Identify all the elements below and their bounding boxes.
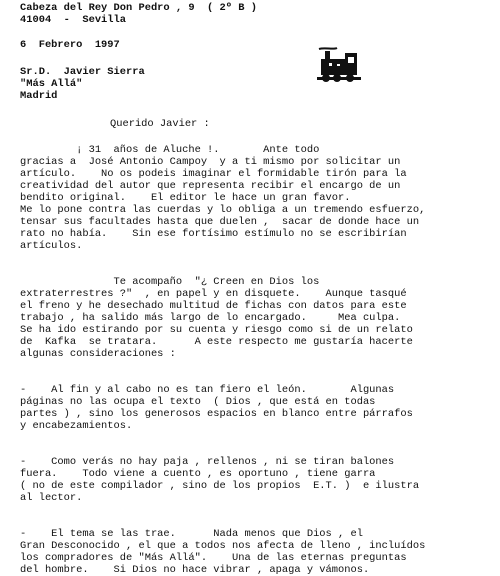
recipient-line-1: Sr.D. Javier Sierra xyxy=(20,66,145,78)
body-line: - Como verás no hay paja , rellenos , ni se tiran balones xyxy=(20,456,395,468)
steam-locomotive-stamp-icon xyxy=(315,47,363,87)
body-line: el freno y he desechado multitud de fichas con datos para este xyxy=(20,300,407,312)
body-line: artículo. No os podeis imaginar el formidable tirón para la xyxy=(20,168,407,180)
recipient-line-3: Madrid xyxy=(20,90,58,102)
body-line: extraterrestres ?" , en papel y en disquete. Aunque tasqué xyxy=(20,288,407,300)
body-line: Se ha ido estirando por su cuenta y riesgo como si de un relato xyxy=(20,324,413,336)
body-line: ¡ 31 años de Aluche !. Ante todo xyxy=(20,144,320,156)
body-line: algunas consideraciones : xyxy=(20,348,176,360)
body-line: y encabezamientos. xyxy=(20,420,133,432)
sender-address-line-2: 41004 - Sevilla xyxy=(20,14,127,26)
body-line: bendito original. El editor le hace un gran favor. xyxy=(20,192,351,204)
body-line: del hombre. Si Dios no hace vibrar , apaga y vámonos. xyxy=(20,564,370,576)
body-line: de Kafka se tratara. A este respecto me gustaría hacerte xyxy=(20,336,413,348)
sender-address-line-1: Cabeza del Rey Don Pedro , 9 ( 2º B ) xyxy=(20,2,257,14)
salutation: Querido Javier : xyxy=(110,118,210,130)
body-line: ( no de este compilador , sino de los propios E.T. ) e ilustra xyxy=(20,480,420,492)
body-line: rato no había. Sin ese fortísimo estímulo no se escribirían xyxy=(20,228,407,240)
body-line: Te acompaño "¿ Creen en Dios los xyxy=(20,276,320,288)
body-line: partes ) , sino los generosos espacios en blanco entre párrafos xyxy=(20,408,413,420)
body-line: - El tema se las trae. Nada menos que Dios , el xyxy=(20,528,363,540)
body-line: artículos. xyxy=(20,240,83,252)
body-line: al lector. xyxy=(20,492,83,504)
body-line: los compradores de "Más Allá". Una de las eternas preguntas xyxy=(20,552,407,564)
body-line: trabajo , ha salido más largo de lo encargado. Mea culpa. xyxy=(20,312,401,324)
recipient-line-2: "Más Allá" xyxy=(20,78,83,90)
body-line: creatividad del autor que representa recibir el encargo de un xyxy=(20,180,401,192)
body-line: Me lo pone contra las cuerdas y lo obliga a un tremendo esfuerzo, xyxy=(20,204,426,216)
letter-date: 6 Febrero 1997 xyxy=(20,39,120,51)
body-line: gracias a José Antonio Campoy y a ti mismo por solicitar un xyxy=(20,156,401,168)
body-line: páginas no las ocupa el texto ( Dios , que está en todas xyxy=(20,396,376,408)
body-line: tensar sus facultades hasta que duelen , sacar de donde hace un xyxy=(20,216,420,228)
body-line: - Al fin y al cabo no es tan fiero el león. Algunas xyxy=(20,384,395,396)
body-line: fuera. Todo viene a cuento , es oportuno , tiene garra xyxy=(20,468,376,480)
body-line: Gran Desconocido , el que a todos nos afecta de lleno , incluídos xyxy=(20,540,426,552)
